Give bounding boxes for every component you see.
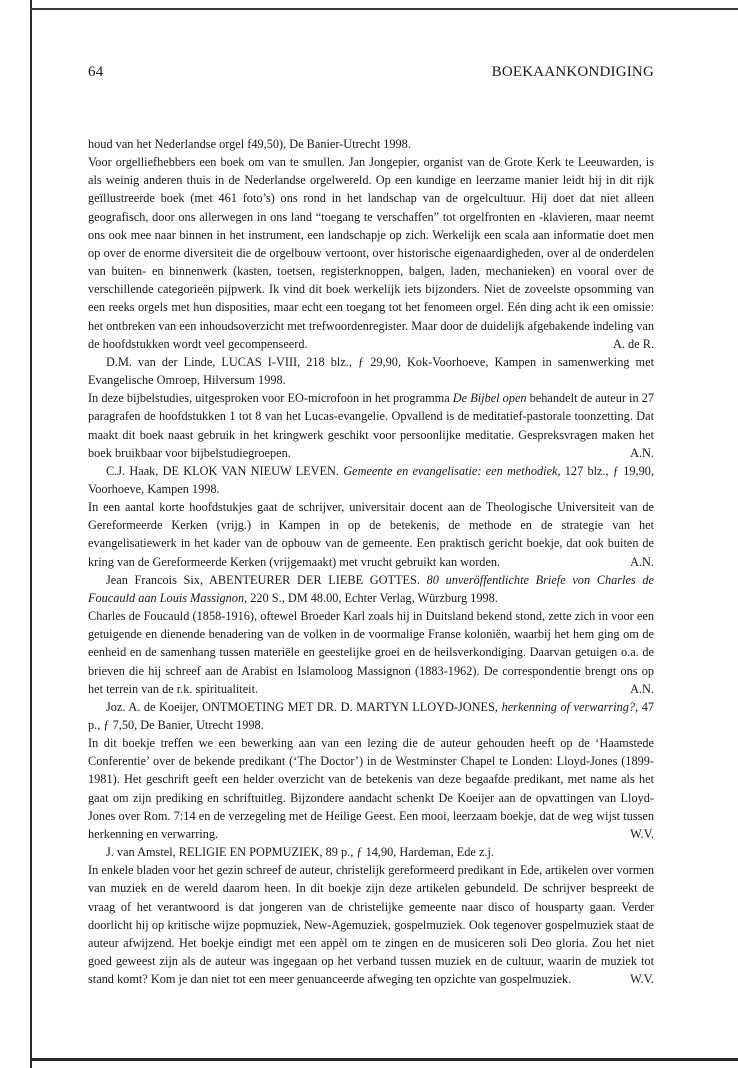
reviewer-signature: A.N. bbox=[630, 445, 654, 460]
review-heading: D.M. van der Linde, LUCAS I-VIII, 218 blz., ƒ 29,90, Kok-Voorhoeve, Kampen in samenwerking met Evangelische Omroep, Hilversum 1998. bbox=[88, 354, 654, 388]
section-title: BOEKAANKONDIGING bbox=[491, 64, 654, 80]
review-body: In een aantal korte hoofdstukjes gaat de schrijver, universitair docent aan de Theologische Universiteit van de Gereformeerde Kerken (vrijg.) in Kampen in op de betekenis, de methode en de strategie van het evangelisatiewerk in het kader van de opbouw van de gemeente. Een praktisch gericht boekje, dat ook buiten de kring van de Gereformeerde Kerken (vrijgemaakt) met vrucht gebruikt kan worden. A.N. bbox=[88, 498, 654, 571]
review-heading: Joz. A. de Koeijer, ONTMOETING MET DR. D. MARTYN LLOYD-JONES, herkenning of verwarring?, 47 p., ƒ 7,50, De Banier, Utrecht 1998. bbox=[88, 699, 655, 732]
review-heading: J. van Amstel, RELIGIE EN POPMUZIEK, 89 p., ƒ 14,90, Hardeman, Ede z.j. bbox=[106, 845, 494, 860]
subtitle: Gemeente en evangelisatie: een methodiek, bbox=[343, 463, 561, 478]
page-number: 64 bbox=[88, 64, 104, 80]
carryover-line: houd van het Nederlandse orgel f49,50), De Banier-Utrecht 1998. bbox=[88, 137, 411, 151]
reviewer-signature: W.V. bbox=[630, 972, 654, 987]
reviewer-signature: A.N. bbox=[630, 554, 654, 569]
scan-border-top bbox=[30, 8, 738, 10]
reviewer-signature: A. de R. bbox=[613, 336, 654, 351]
scan-border-left bbox=[30, 0, 32, 1068]
review-body: In enkele bladen voor het gezin schreef de auteur, christelijk gereformeerd predikant in Ede, artikelen over vormen van muziek en de wereld daarom heen. In dit boekje zijn deze artikelen gebundeld. De schrijver bespreekt de vraag of het verantwoord is dat jongeren van de christelijke gemeente naar disco of housparty gaan. Verder doorlicht hij op kritische wijze popmuziek, New-Agemuziek, gospelmuziek. Ook tegenover gospelmuziek staat de auteur afwijzend. Het boekje eindigt met een appèl om te zingen en de musiceren soli Deo gloria. Zou het niet goed geweest zijn als de auteur was ingegaan op het verband tussen muziek en de cultuur, waarin de muziek tot stand komt? Kom je dan niet tot een meer genuanceerde afweging ten opzichte van gospelmuziek. W.V. bbox=[88, 861, 654, 988]
scan-border-bottom bbox=[30, 1058, 738, 1061]
review-body: In deze bijbelstudies, uitgesproken voor EO-microfoon in het programma De Bijbel open behandelt de auteur in 27 paragrafen de hoofdstukken 1 tot 8 van het Lucas-evangelie. Opvallend is de meditatief-pastorale toonzetting. Dat maakt dit boek naast gebruik in het kringwerk geschikt voor persoonlijke meditatie. Gespreksvragen maken het boek bruikbaar voor bijbelstudiegroepen. A.N. bbox=[88, 389, 654, 462]
review-body: In dit boekje treffen we een bewerking aan van een lezing die de auteur gehouden heeft op de ‘Haamstede Conferentie’ over de bekende predikant (‘The Doctor’) in de Westminster Chapel te Londen: Lloyd-Jones (1899-1981). Het geschrift geeft een helder overzicht van de betekenis van deze begaafde predikant, met name als het gaat om zijn prediking en schriftuitleg. Bijzondere aandacht schenkt De Koeijer aan de opvattingen van Lloyd-Jones over Rom. 7:14 en de verzegeling met de Heilige Geest. Een mooi, leerzaam boekje, dat de weg wijst tussen herkenning en verwarring. W.V. bbox=[88, 734, 654, 843]
review-body: Voor orgelliefhebbers een boek om van te smullen. Jan Jongepier, organist van de Grote Kerk te Leeuwarden, is als weinig anderen thuis in de Nederlandse orgelwereld. Op een kundige en leerzame manier leidt hij in dit rijk geïllustreerde boek (met 461 foto’s) ons rond in het landschap van de orgelcultuur. Hij doet dat niet alleen geografisch, door ons allerwegen in ons land “toegang te verschaffen” tot orgelfronten en -klavieren, maar neemt ons ook mee naar binnen in het instrument, een landschapje op zich. Werkelijk een scala aan informatie doet men op over de enorme diversiteit die de orgelbouw vertoont, over historische eigenaardigheden, over al de onderdelen van buiten- en binnenwerk (kasten, toetsen, registerknoppen, balgen, laden, mechanieken) en vooral over de verschillende categorieën pijpwerk. Ik vind dit boek werkelijk iets bijzonders. Niet de zoveelste opsomming van een reeks orgels met hun disposities, maar echt een toegang tot het fenomeen orgel. Eén ding acht ik een omissie: het ontbreken van een inhoudsoverzicht met trefwoordenregister. Maar door de duidelijk afgebakende indeling van de hoofdstukken wordt veel gecompenseerd. A. de R. bbox=[88, 153, 654, 353]
review-heading: C.J. Haak, DE KLOK VAN NIEUW LEVEN. Gemeente en evangelisatie: een methodiek, 127 blz., ƒ 19,90, Voorhoeve, Kampen 1998. bbox=[88, 463, 654, 496]
subtitle: 80 unveröffentlichte Briefe von Charles de Foucauld aan Louis Massignon, bbox=[88, 572, 654, 605]
body-text bbox=[88, 135, 654, 988]
review-heading: Jean Francois Six, ABENTEURER DER LIEBE GOTTES. 80 unveröffentlichte Briefe von Charles de Foucauld aan Louis Massignon, 220 S., DM 48.00, Echter Verlag, Würzburg 1998. bbox=[88, 572, 654, 605]
page bbox=[88, 64, 654, 988]
reviewer-signature: A.N. bbox=[630, 681, 654, 696]
series-title: De Bijbel open bbox=[452, 391, 527, 406]
reviewer-signature: W.V. bbox=[630, 826, 654, 841]
review-body: Charles de Foucauld (1858-1916), oftewel Broeder Karl zoals hij in Duitsland bekend stond, zette zich in voor een getuigende en dienende benadering van de volken in de voormalige Franse koloniën, waarbij het hem ging om de eenheid en de samenhang tussen materiële en geestelijke groei en de heilsverkondiging. Daarvan getuigen o.a. de brieven die hij schreef aan de Arabist en Islamoloog Massignon (1883-1962). De correspondentie brengt ons op het terrein van de r.k. spiritualiteit. A.N. bbox=[88, 607, 654, 698]
running-head bbox=[88, 64, 654, 81]
subtitle: herkenning of verwarring?, bbox=[501, 699, 639, 714]
